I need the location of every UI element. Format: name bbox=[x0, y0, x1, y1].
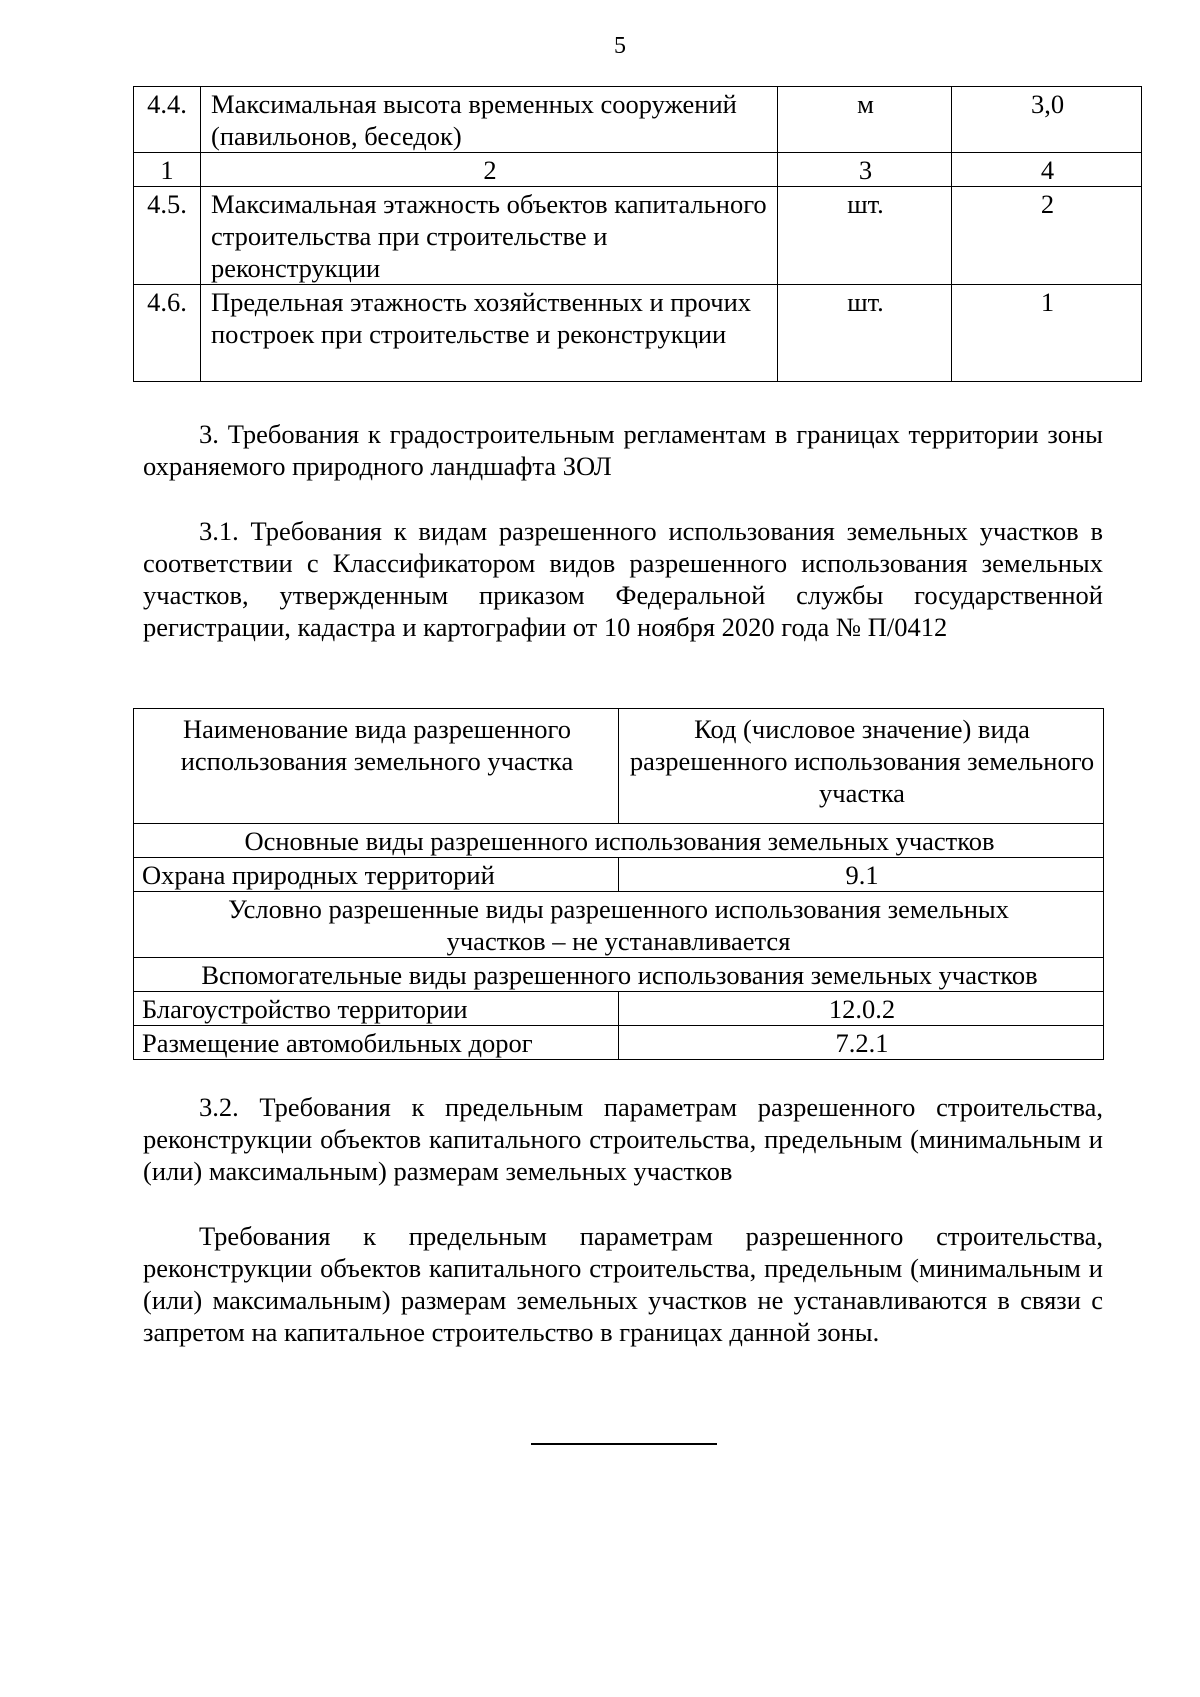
section-3-heading bbox=[143, 418, 1103, 482]
parameter-unit: шт. bbox=[778, 285, 952, 382]
paragraph-3-1 bbox=[143, 515, 1103, 643]
use-name: Благоустройство территории bbox=[134, 992, 619, 1026]
parameter-value: 1 bbox=[952, 285, 1142, 382]
paragraph-3-1-text: 3.1. Требования к видам разрешенного использования земельных участков в соответствии с Классификатором видов разрешенного использования земельных участков, утвержденным приказом Федеральной службы государственной регистрации, кадастра и картографии от 10 ноября 2020 года № П/0412 bbox=[143, 516, 1103, 642]
parameter-name: Максимальная этажность объектов капитального строительства при строительстве и реконструкции bbox=[201, 187, 778, 285]
header-code-column: Код (числовое значение) вида разрешенного использования земельного участка bbox=[619, 709, 1104, 824]
parameter-name: Максимальная высота временных сооружений (павильонов, беседок) bbox=[201, 87, 778, 153]
row-number: 4.5. bbox=[134, 187, 201, 285]
table-row bbox=[134, 187, 1142, 285]
parameter-name: Предельная этажность хозяйственных и прочих построек при строительстве и реконструкции bbox=[201, 285, 778, 382]
use-code: 9.1 bbox=[619, 858, 1104, 892]
paragraph-final bbox=[143, 1220, 1103, 1348]
table-header-row bbox=[134, 709, 1104, 824]
column-numbers-row bbox=[134, 153, 1142, 187]
use-code: 12.0.2 bbox=[619, 992, 1104, 1026]
parameter-unit: шт. bbox=[778, 187, 952, 285]
section-row bbox=[134, 958, 1104, 992]
table-row bbox=[134, 858, 1104, 892]
page-number: 5 bbox=[614, 33, 626, 59]
table-row bbox=[134, 1026, 1104, 1060]
use-name: Охрана природных территорий bbox=[134, 858, 619, 892]
column-number: 1 bbox=[134, 153, 201, 187]
paragraph-final-text: Требования к предельным параметрам разрешенного строительства, реконструкции объектов капитального строительства, предельным (минимальным и (или) максимальным) размерам земельных участков не устанавливаются в связи с запретом на капитальное строительство в границах данной зоны. bbox=[143, 1221, 1103, 1347]
closing-rule bbox=[531, 1443, 717, 1445]
permitted-uses-table bbox=[133, 708, 1104, 1060]
parameters-table bbox=[133, 86, 1142, 382]
column-number: 2 bbox=[201, 153, 778, 187]
conditional-uses-heading: Условно разрешенные виды разрешенного использования земельных участков – не устанавливается bbox=[134, 892, 1104, 958]
header-name-column: Наименование вида разрешенного использования земельного участка bbox=[134, 709, 619, 824]
column-number: 4 bbox=[952, 153, 1142, 187]
parameter-value: 2 bbox=[952, 187, 1142, 285]
parameter-unit: м bbox=[778, 87, 952, 153]
section-row bbox=[134, 892, 1104, 958]
paragraph-3-2 bbox=[143, 1091, 1103, 1187]
table-row bbox=[134, 992, 1104, 1026]
row-number: 4.4. bbox=[134, 87, 201, 153]
table-row bbox=[134, 285, 1142, 382]
section-row bbox=[134, 824, 1104, 858]
section-3-heading-text: 3. Требования к градостроительным регламентам в границах территории зоны охраняемого природного ландшафта ЗОЛ bbox=[143, 419, 1103, 481]
use-name: Размещение автомобильных дорог bbox=[134, 1026, 619, 1060]
row-number: 4.6. bbox=[134, 285, 201, 382]
paragraph-3-2-text: 3.2. Требования к предельным параметрам разрешенного строительства, реконструкции объектов капитального строительства, предельным (минимальным и (или) максимальным) размерам земельных участков bbox=[143, 1092, 1103, 1186]
parameter-value: 3,0 bbox=[952, 87, 1142, 153]
table-row bbox=[134, 87, 1142, 153]
main-uses-heading: Основные виды разрешенного использования земельных участков bbox=[134, 824, 1104, 858]
column-number: 3 bbox=[778, 153, 952, 187]
auxiliary-uses-heading: Вспомогательные виды разрешенного использования земельных участков bbox=[134, 958, 1104, 992]
use-code: 7.2.1 bbox=[619, 1026, 1104, 1060]
